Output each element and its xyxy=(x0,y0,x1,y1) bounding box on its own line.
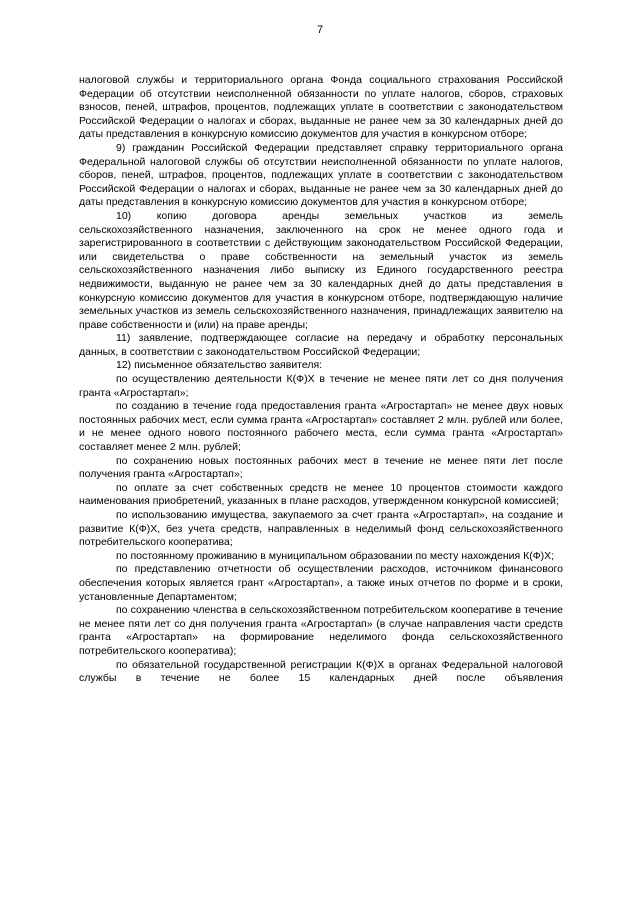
paragraph: по осуществлению деятельности К(Ф)Х в течение не менее пяти лет со дня получения гранта «Агростартап»; xyxy=(79,373,563,399)
paragraph: сельскохозяйственного назначения, заключенного на срок не менее одного года и зарегистрированного в соответствии с действующим законодательством Российской Федерации, или свидетельства о праве собственности на земельный участок из земель сельскохозяйственного назначения либо выписку из Единого государственного реестра недвижимости, выданную не ранее чем за 30 календарных дней до даты представления в конкурсную комиссию документов для участия в конкурсном отборе, подтверждающую наличие земельных участков из земель сельскохозяйственного назначения, принадлежащих заявителю на праве собственности и (или) на праве аренды; xyxy=(79,223,563,331)
paragraph: 11) заявление, подтверждающее согласие на передачу и обработку персональных данных, в соответствии с законодательством Российской Федерации; xyxy=(79,332,563,358)
paragraph: 12) письменное обязательство заявителя: xyxy=(116,359,323,372)
paragraph: по представлению отчетности об осуществлении расходов, источником финансового обеспечения которых является грант «Агростартап», а также иных отчетов по форме и в сроки, установленные Департаментом; xyxy=(79,563,563,603)
paragraph: по обязательной государственной регистрации К(Ф)Х в органах Федеральной налоговой службы в течение не более 15 календарных дней после объявления xyxy=(79,658,563,685)
paragraph: по созданию в течение года предоставления гранта «Агростартап» не менее двух новых постоянных рабочих мест, если сумма гранта «Агростартап» составляет 2 млн. рублей или более, и не менее одного нового постоянного рабочего места, если сумма гранта «Агростартап» составляет менее 2 млн. рублей; xyxy=(79,400,563,454)
paragraph: по сохранению новых постоянных рабочих мест в течение не менее пяти лет после получения гранта «Агростартап»; xyxy=(79,454,563,481)
paragraph: по оплате за счет собственных средств не менее 10 процентов стоимости каждого наименования приобретений, указанных в плане расходов, утвержденном конкурсной комиссией; xyxy=(79,481,563,508)
paragraph: 9) гражданин Российской Федерации представляет справку территориального органа Федеральной налоговой службы об отсутствии неисполненной обязанности по уплате налогов, сборов, пеней, штрафов, процентов, подлежащих уплате в соответствии с законодательством Российской Федерации о налогах и сборах, выданные не ранее чем за 30 календарных дней до даты представления в конкурсную комиссию документов для участия в конкурсном отборе; xyxy=(79,141,563,209)
page-number: 7 xyxy=(316,24,324,36)
document-body xyxy=(79,74,563,686)
paragraph: по использованию имущества, закупаемого за счет гранта «Агростартап», на создание и развитие К(Ф)Х, без учета средств, направленных в неделимый фонд сельскохозяйственного потребительского кооператива; xyxy=(79,509,563,549)
paragraph: по сохранению членства в сельскохозяйственном потребительском кооперативе в течение не менее пяти лет со дня получения гранта «Агростартап» (в случае направления части средств гранта «Агростартап» на формирование неделимого фонда сельскохозяйственного потребительского кооператива); xyxy=(79,604,563,657)
paragraph: налоговой службы и территориального органа Фонда социального страхования Российской Федерации об отсутствии неисполненной обязанности по уплате налогов, сборов, страховых взносов, пеней, штрафов, процентов, подлежащих уплате в соответствии с законодательством Российской Федерации о налогах и сборах, выданные не ранее чем за 30 календарных дней до даты представления в конкурсную комиссию документов для участия в конкурсном отборе; xyxy=(79,74,563,141)
paragraph: 10) копию договора аренды земельных участков из земель xyxy=(116,209,563,222)
paragraph: по постоянному проживанию в муниципальном образовании по месту нахождения К(Ф)Х; xyxy=(116,549,555,562)
